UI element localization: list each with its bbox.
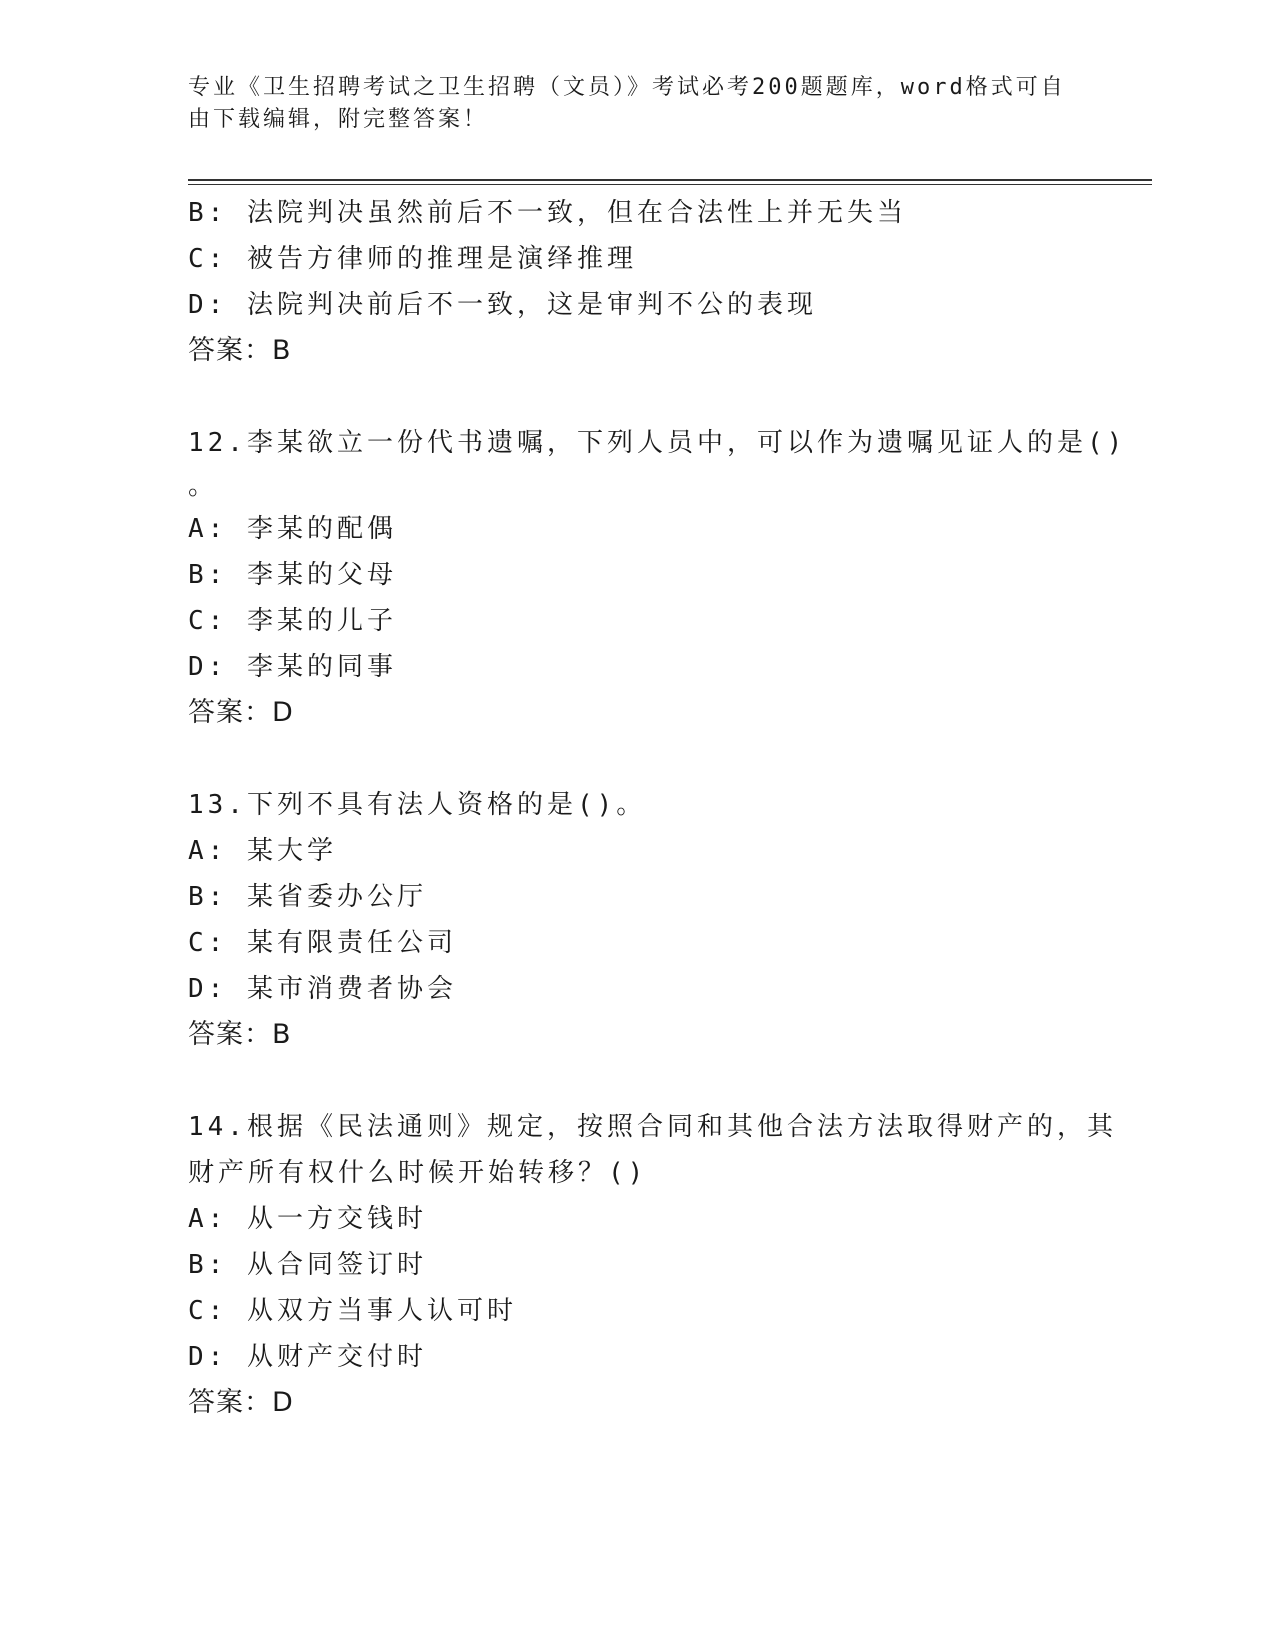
- answer-line: 答案：B: [188, 335, 292, 366]
- option-a: A: 从一方交钱时: [188, 1204, 427, 1234]
- question-stem: 14.根据《民法通则》规定，按照合同和其他合法方法取得财产的，其: [188, 1112, 1117, 1142]
- spacer: [188, 374, 1088, 420]
- option-c: C: 被告方律师的推理是演绎推理: [188, 244, 637, 274]
- spacer: [188, 1058, 1088, 1104]
- question-stem: 13.下列不具有法人资格的是()。: [188, 790, 647, 820]
- header-divider-thin: [188, 184, 1152, 185]
- header-divider-thick: [188, 179, 1152, 181]
- answer-line: 答案：B: [188, 1019, 292, 1050]
- answer-line: 答案：D: [188, 697, 294, 728]
- option-c: C: 某有限责任公司: [188, 928, 457, 958]
- answer-line: 答案：D: [188, 1387, 294, 1418]
- question-14: [188, 1104, 1117, 1426]
- header-line-1: 专业《卫生招聘考试之卫生招聘（文员）》考试必考200题题库，word格式可自: [188, 75, 1066, 100]
- header-line-2: 由下载编辑，附完整答案！: [188, 107, 489, 132]
- option-c: C: 李某的儿子: [188, 606, 397, 636]
- option-b: B: 李某的父母: [188, 560, 397, 590]
- question-stem-continuation: 。: [188, 471, 219, 501]
- option-b: B: 从合同签订时: [188, 1250, 427, 1280]
- question-12: [188, 420, 1127, 736]
- document-header: [188, 72, 1068, 136]
- question-13: [188, 782, 1088, 1058]
- option-b: B: 法院判决虽然前后不一致，但在合法性上并无失当: [188, 198, 907, 228]
- option-a: A: 某大学: [188, 836, 337, 866]
- spacer: [188, 736, 1088, 782]
- option-a: A: 李某的配偶: [188, 514, 397, 544]
- question-stem: 12.李某欲立一份代书遗嘱，下列人员中，可以作为遗嘱见证人的是(): [188, 428, 1127, 458]
- option-d: D: 某市消费者协会: [188, 974, 457, 1004]
- question-stem-continuation: 财产所有权什么时候开始转移？(): [188, 1158, 648, 1188]
- option-d: D: 李某的同事: [188, 652, 397, 682]
- question-list: [188, 190, 1127, 1426]
- option-c: C: 从双方当事人认可时: [188, 1296, 517, 1326]
- option-d: D: 从财产交付时: [188, 1342, 427, 1372]
- option-d: D: 法院判决前后不一致，这是审判不公的表现: [188, 290, 817, 320]
- question-11-continuation: [188, 190, 1088, 374]
- option-b: B: 某省委办公厅: [188, 882, 427, 912]
